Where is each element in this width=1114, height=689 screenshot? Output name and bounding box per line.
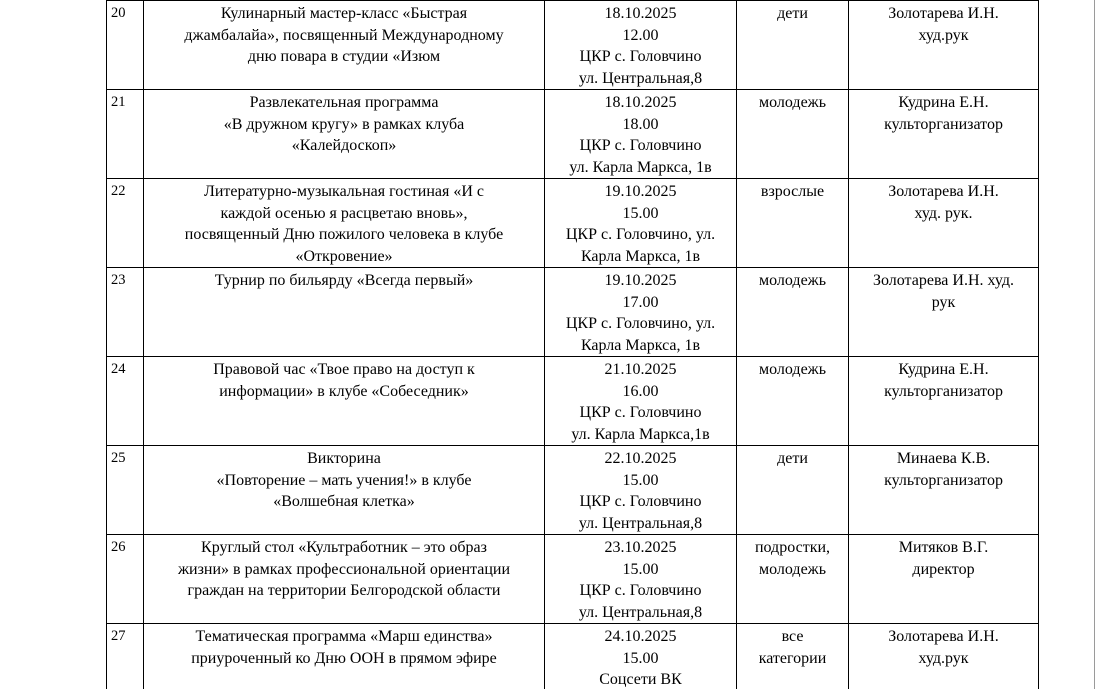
- responsible-line: Кудрина Е.Н.: [898, 361, 989, 378]
- event-title-line: Развлекательная программа: [249, 94, 439, 111]
- date-place-line: Соцсети ВК: [599, 671, 682, 688]
- event-title-line: «Откровение»: [295, 247, 393, 265]
- event-title-line: «Повторение – мать учения!» в клубе: [216, 471, 472, 489]
- row-number-cell: 24: [107, 357, 144, 446]
- event-title-line: посвященный Дню пожилого человека в клубе: [184, 226, 504, 243]
- date-place-line: 15.00: [622, 471, 659, 489]
- date-place-line: 24.10.2025: [604, 628, 677, 645]
- date-place-line: ул. Карла Маркса,1в: [571, 425, 710, 443]
- audience-line: молодежь: [758, 272, 827, 289]
- date-place-cell: [545, 268, 737, 357]
- page-edge-line: [1094, 0, 1095, 689]
- audience-line: молодежь: [758, 560, 827, 578]
- responsible-cell: [849, 179, 1039, 268]
- event-title-cell: [144, 90, 545, 179]
- audience-cell: [737, 357, 849, 446]
- date-place-line: Карла Маркса, 1в: [580, 247, 701, 265]
- date-place-cell: [545, 357, 737, 446]
- row-number-cell: 23: [107, 268, 144, 357]
- table-row: [107, 624, 1039, 689]
- event-title-line: Кулинарный мастер-класс «Быстрая: [220, 5, 468, 22]
- date-place-line: 18.00: [622, 115, 659, 133]
- date-place-line: 21.10.2025: [604, 361, 677, 378]
- date-place-line: 22.10.2025: [604, 450, 677, 467]
- row-number-cell: 26: [107, 535, 144, 624]
- table-row: [107, 268, 1039, 357]
- row-number-cell: 21: [107, 90, 144, 179]
- event-title-cell: [144, 535, 545, 624]
- responsible-line: худ. рук.: [914, 204, 973, 222]
- event-title-line: Правовой час «Твое право на доступ к: [213, 361, 475, 378]
- event-title-line: жизни» в рамках профессиональной ориентации: [177, 560, 511, 578]
- date-place-line: 15.00: [622, 204, 659, 222]
- responsible-line: Золотарева И.Н.: [888, 628, 999, 645]
- responsible-line: Митяков В.Г.: [898, 539, 989, 556]
- audience-line: молодежь: [758, 94, 827, 111]
- responsible-line: Золотарева И.Н.: [888, 5, 999, 22]
- date-place-line: 17.00: [622, 293, 659, 311]
- audience-cell: [737, 179, 849, 268]
- audience-cell: [737, 446, 849, 535]
- responsible-line: Золотарева И.Н. худ.: [872, 272, 1015, 289]
- audience-line: взрослые: [760, 183, 825, 200]
- audience-cell: [737, 90, 849, 179]
- responsible-line: рук: [931, 293, 956, 311]
- table-row: [107, 357, 1039, 446]
- event-title-cell: [144, 446, 545, 535]
- event-title-cell: [144, 268, 545, 357]
- responsible-line: Кудрина Е.Н.: [898, 94, 989, 111]
- row-number-cell: 27: [107, 624, 144, 689]
- event-title-cell: [144, 357, 545, 446]
- responsible-line: Золотарева И.Н.: [888, 183, 999, 200]
- date-place-line: 23.10.2025: [604, 539, 677, 556]
- audience-line: дети: [777, 450, 808, 467]
- event-title-line: информации» в клубе «Собеседник»: [219, 382, 469, 400]
- event-title-line: приуроченный ко Дню ООН в прямом эфире: [191, 649, 497, 667]
- date-place-line: ЦКР с. Головчино: [579, 493, 702, 510]
- event-title-line: дню повара в студии «Изюм: [247, 48, 441, 65]
- audience-line: молодежь: [758, 361, 827, 378]
- event-title-line: Тематическая программа «Марш единства»: [195, 628, 493, 645]
- date-place-line: ул. Карла Маркса, 1в: [569, 158, 712, 176]
- event-title-line: джамбалайа», посвященный Международному: [184, 26, 504, 44]
- events-table-body: [107, 1, 1039, 689]
- date-place-line: ЦКР с. Головчино: [579, 404, 702, 421]
- audience-cell: [737, 1, 849, 90]
- table-row: [107, 90, 1039, 179]
- date-place-line: 19.10.2025: [604, 183, 677, 200]
- date-place-cell: [545, 90, 737, 179]
- responsible-line: худ.рук: [918, 649, 969, 667]
- events-table: [106, 0, 1039, 689]
- date-place-line: ул. Центральная,8: [578, 514, 703, 532]
- date-place-line: ЦКР с. Головчино, ул.: [565, 315, 716, 332]
- date-place-cell: [545, 624, 737, 689]
- date-place-line: ЦКР с. Головчино: [579, 48, 702, 65]
- responsible-cell: [849, 90, 1039, 179]
- responsible-line: Минаева К.В.: [896, 450, 991, 467]
- responsible-line: худ.рук: [918, 26, 969, 44]
- date-place-line: ул. Центральная,8: [578, 69, 703, 87]
- date-place-cell: [545, 1, 737, 90]
- responsible-line: директор: [912, 560, 975, 578]
- responsible-cell: [849, 268, 1039, 357]
- row-number-cell: 25: [107, 446, 144, 535]
- date-place-line: 15.00: [622, 560, 659, 578]
- responsible-line: культорганизатор: [884, 115, 1003, 133]
- table-row: [107, 179, 1039, 268]
- row-number-cell: 20: [107, 1, 144, 90]
- audience-line: подростки,: [754, 539, 831, 556]
- date-place-line: Карла Маркса, 1в: [580, 336, 701, 354]
- audience-cell: [737, 268, 849, 357]
- responsible-cell: [849, 446, 1039, 535]
- date-place-line: 12.00: [622, 26, 659, 44]
- event-title-line: «Калейдоскоп»: [291, 137, 397, 154]
- event-title-line: «В дружном кругу» в рамках клуба: [223, 115, 465, 133]
- date-place-line: ЦКР с. Головчино, ул.: [565, 226, 716, 243]
- date-place-line: 18.10.2025: [604, 5, 677, 22]
- date-place-line: 18.10.2025: [604, 94, 677, 111]
- responsible-cell: [849, 535, 1039, 624]
- audience-line: дети: [777, 5, 808, 22]
- event-title-cell: [144, 1, 545, 90]
- date-place-cell: [545, 446, 737, 535]
- event-title-line: «Волшебная клетка»: [273, 493, 415, 510]
- event-title-cell: [144, 179, 545, 268]
- date-place-line: 15.00: [622, 649, 659, 667]
- responsible-cell: [849, 624, 1039, 689]
- table-row: [107, 1, 1039, 90]
- responsible-line: культорганизатор: [884, 382, 1003, 400]
- responsible-line: культорганизатор: [884, 471, 1003, 489]
- date-place-line: ЦКР с. Головчино: [579, 582, 702, 599]
- responsible-cell: [849, 357, 1039, 446]
- audience-line: категории: [758, 649, 827, 667]
- event-title-line: каждой осенью я расцветаю вновь»,: [220, 204, 468, 222]
- event-title-line: Литературно-музыкальная гостиная «И с: [203, 183, 485, 200]
- table-row: [107, 446, 1039, 535]
- event-title-line: Викторина: [307, 450, 381, 467]
- row-number-cell: 22: [107, 179, 144, 268]
- audience-line: все: [781, 628, 804, 645]
- audience-cell: [737, 535, 849, 624]
- date-place-cell: [545, 535, 737, 624]
- date-place-line: 16.00: [622, 382, 659, 400]
- audience-cell: [737, 624, 849, 689]
- event-title-line: граждан на территории Белгородской области: [187, 582, 501, 599]
- event-title-line: Круглый стол «Культработник – это образ: [201, 539, 487, 556]
- event-title-cell: [144, 624, 545, 689]
- responsible-cell: [849, 1, 1039, 90]
- table-row: [107, 535, 1039, 624]
- date-place-cell: [545, 179, 737, 268]
- date-place-line: 19.10.2025: [604, 272, 677, 289]
- date-place-line: ЦКР с. Головчино: [579, 137, 702, 154]
- event-title-line: Турнир по бильярду «Всегда первый»: [214, 272, 474, 289]
- date-place-line: ул. Центральная,8: [578, 603, 703, 621]
